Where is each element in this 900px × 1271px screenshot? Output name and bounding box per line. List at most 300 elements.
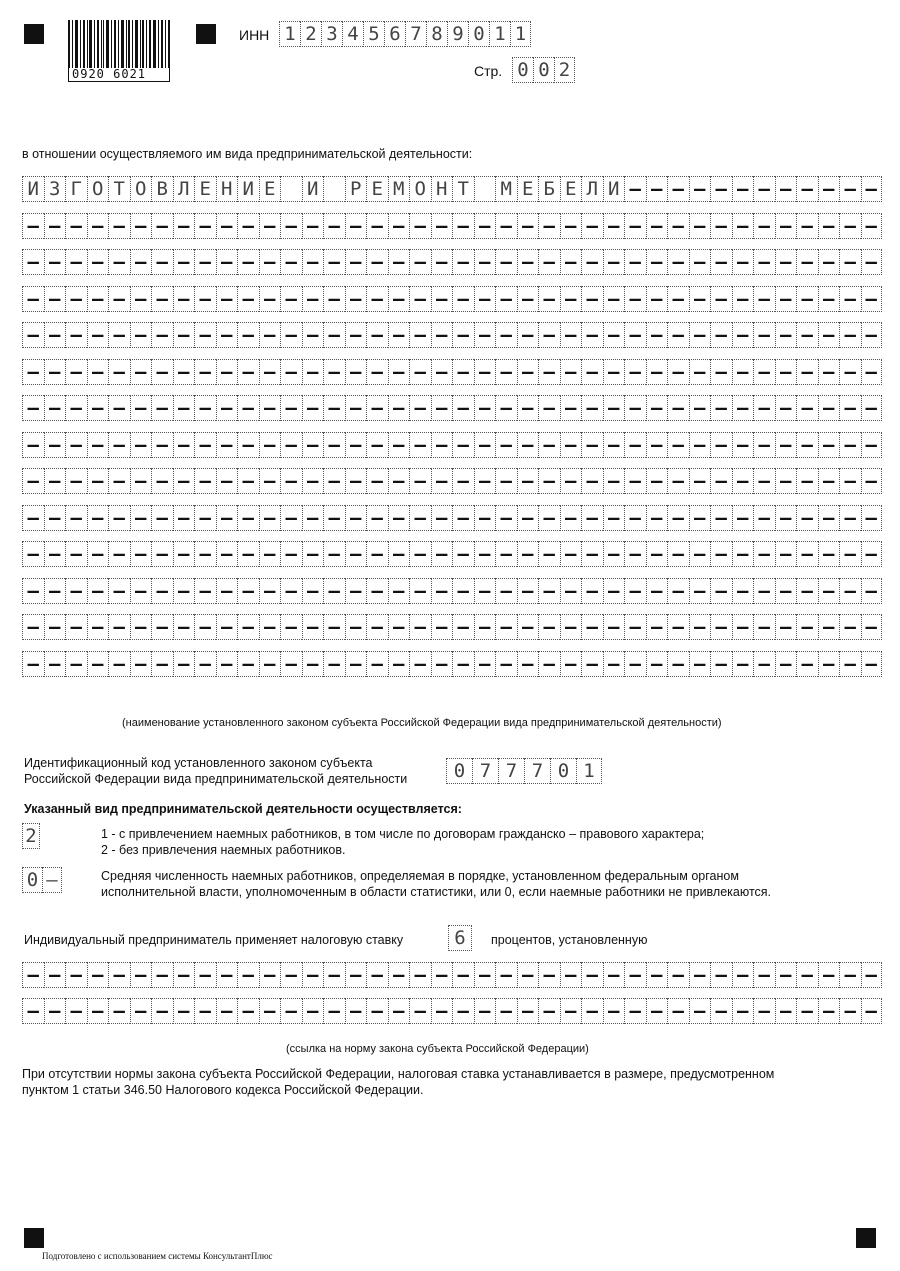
- grid-cell: –: [366, 213, 388, 239]
- grid-cell: Е: [259, 176, 281, 202]
- grid-cell: –: [775, 432, 797, 458]
- grid-cell: –: [667, 432, 689, 458]
- grid-cell: –: [237, 359, 259, 385]
- grid-cell: –: [194, 998, 216, 1024]
- grid-cell: –: [646, 395, 668, 421]
- grid-cell: Т: [452, 176, 474, 202]
- grid-cell: М: [495, 176, 517, 202]
- grid-cell: –: [151, 614, 173, 640]
- barcode-number: 0920 6021: [68, 67, 170, 82]
- grid-cell: –: [796, 213, 818, 239]
- grid-cell: –: [366, 578, 388, 604]
- grid-cell: –: [173, 998, 195, 1024]
- grid-cell: –: [87, 614, 109, 640]
- barcode-image: [68, 20, 170, 68]
- grid-cell: –: [603, 578, 625, 604]
- grid-cell: –: [667, 578, 689, 604]
- grid-cell: –: [409, 998, 431, 1024]
- grid-cell: –: [431, 578, 453, 604]
- grid-cell: –: [108, 395, 130, 421]
- grid-cell: –: [194, 322, 216, 348]
- grid-row[interactable]: [22, 249, 882, 275]
- grid-cell: –: [517, 541, 539, 567]
- grid-row[interactable]: [22, 322, 882, 348]
- grid-cell: –: [689, 432, 711, 458]
- grid-cell: –: [689, 249, 711, 275]
- digit-cell: 7: [472, 758, 498, 784]
- grid-cell: –: [237, 432, 259, 458]
- grid-cell: –: [323, 213, 345, 239]
- grid-row[interactable]: [22, 286, 882, 312]
- grid-cell: –: [44, 962, 66, 988]
- grid-cell: –: [44, 541, 66, 567]
- workers-heading: Указанный вид предпринимательской деятельности осуществляется:: [24, 802, 462, 816]
- digit-cell: 7: [405, 21, 426, 47]
- grid-cell: –: [345, 578, 367, 604]
- grid-cell: –: [194, 541, 216, 567]
- grid-cell: –: [581, 505, 603, 531]
- inn-field[interactable]: [279, 21, 531, 47]
- grid-cell: –: [796, 578, 818, 604]
- grid-cell: –: [388, 249, 410, 275]
- grid-cell: –: [560, 651, 582, 677]
- grid-cell: –: [388, 578, 410, 604]
- grid-cell: –: [560, 962, 582, 988]
- grid-cell: –: [796, 395, 818, 421]
- grid-cell: –: [237, 614, 259, 640]
- grid-cell: –: [839, 359, 861, 385]
- grid-cell: –: [646, 541, 668, 567]
- grid-row[interactable]: [22, 614, 882, 640]
- grid-cell: –: [151, 541, 173, 567]
- grid-cell: –: [237, 541, 259, 567]
- grid-cell: –: [194, 359, 216, 385]
- grid-cell: –: [861, 651, 883, 677]
- grid-cell: –: [431, 541, 453, 567]
- grid-cell: З: [44, 176, 66, 202]
- grid-cell: –: [775, 614, 797, 640]
- grid-cell: –: [796, 505, 818, 531]
- grid-cell: –: [517, 962, 539, 988]
- grid-cell: –: [710, 505, 732, 531]
- grid-cell: –: [495, 286, 517, 312]
- grid-cell: –: [194, 468, 216, 494]
- grid-cell: –: [667, 359, 689, 385]
- grid-cell: –: [388, 998, 410, 1024]
- workers-mode-field[interactable]: [22, 823, 40, 849]
- grid-cell: –: [108, 541, 130, 567]
- grid-cell: –: [753, 998, 775, 1024]
- grid-cell: –: [581, 359, 603, 385]
- grid-cell: –: [861, 249, 883, 275]
- grid-cell: –: [388, 541, 410, 567]
- grid-cell: –: [87, 505, 109, 531]
- grid-cell: –: [732, 249, 754, 275]
- grid-cell: –: [409, 213, 431, 239]
- grid-cell: –: [22, 249, 44, 275]
- grid-cell: –: [431, 614, 453, 640]
- grid-cell: –: [366, 395, 388, 421]
- grid-cell: –: [732, 322, 754, 348]
- grid-cell: –: [624, 322, 646, 348]
- grid-cell: –: [44, 286, 66, 312]
- grid-cell: –: [302, 962, 324, 988]
- grid-cell: –: [173, 286, 195, 312]
- grid-cell: –: [495, 578, 517, 604]
- grid-cell: –: [495, 505, 517, 531]
- grid-cell: –: [689, 651, 711, 677]
- grid-cell: –: [323, 998, 345, 1024]
- grid-cell: –: [517, 651, 539, 677]
- grid-row[interactable]: [22, 176, 882, 202]
- grid-cell: –: [280, 578, 302, 604]
- digit-cell: 2: [300, 21, 321, 47]
- grid-cell: –: [474, 359, 496, 385]
- grid-cell: –: [581, 614, 603, 640]
- grid-cell: –: [280, 541, 302, 567]
- grid-cell: –: [646, 249, 668, 275]
- grid-cell: –: [732, 395, 754, 421]
- grid-cell: –: [151, 505, 173, 531]
- grid-cell: –: [452, 541, 474, 567]
- grid-cell: –: [22, 541, 44, 567]
- grid-cell: –: [259, 998, 281, 1024]
- grid-cell: –: [22, 962, 44, 988]
- grid-cell: –: [323, 249, 345, 275]
- grid-cell: –: [667, 651, 689, 677]
- grid-cell: –: [818, 395, 840, 421]
- grid-cell: –: [861, 962, 883, 988]
- grid-cell: –: [581, 395, 603, 421]
- grid-cell: –: [409, 432, 431, 458]
- digit-cell: 3: [321, 21, 342, 47]
- grid-cell: –: [237, 249, 259, 275]
- grid-cell: –: [538, 322, 560, 348]
- grid-cell: –: [538, 651, 560, 677]
- grid-cell: –: [517, 286, 539, 312]
- grid-cell: –: [173, 578, 195, 604]
- grid-cell: –: [452, 578, 474, 604]
- grid-cell: –: [818, 359, 840, 385]
- grid-cell: –: [44, 395, 66, 421]
- grid-cell: –: [259, 395, 281, 421]
- grid-cell: –: [302, 541, 324, 567]
- grid-row[interactable]: [22, 432, 882, 458]
- grid-cell: –: [87, 249, 109, 275]
- grid-cell: –: [237, 468, 259, 494]
- grid-cell: –: [474, 286, 496, 312]
- grid-cell: –: [259, 468, 281, 494]
- grid-cell: –: [388, 286, 410, 312]
- workers-option-1: 1 - с привлечением наемных работников, в том числе по договорам гражданско – правового характера;: [101, 827, 705, 841]
- grid-cell: –: [302, 505, 324, 531]
- grid-cell: –: [861, 322, 883, 348]
- grid-cell: –: [517, 432, 539, 458]
- grid-cell: –: [624, 432, 646, 458]
- grid-cell: –: [538, 249, 560, 275]
- grid-cell: –: [538, 432, 560, 458]
- grid-cell: –: [194, 286, 216, 312]
- grid-cell: Е: [366, 176, 388, 202]
- grid-cell: –: [345, 395, 367, 421]
- activity-code-field[interactable]: [446, 758, 602, 784]
- grid-cell: –: [130, 468, 152, 494]
- grid-cell: –: [409, 468, 431, 494]
- grid-cell: –: [732, 359, 754, 385]
- grid-cell: –: [173, 468, 195, 494]
- grid-cell: –: [646, 322, 668, 348]
- registration-marker-bottom-right: [856, 1228, 876, 1248]
- grid-cell: –: [753, 395, 775, 421]
- grid-cell: –: [388, 614, 410, 640]
- grid-cell: –: [581, 468, 603, 494]
- grid-cell: –: [151, 998, 173, 1024]
- grid-cell: –: [710, 322, 732, 348]
- grid-cell: –: [173, 962, 195, 988]
- grid-cell: –: [839, 213, 861, 239]
- grid-cell: –: [22, 578, 44, 604]
- grid-cell: –: [560, 395, 582, 421]
- grid-row[interactable]: [22, 359, 882, 385]
- grid-cell: –: [216, 541, 238, 567]
- grid-cell: –: [603, 468, 625, 494]
- grid-cell: –: [65, 541, 87, 567]
- grid-cell: –: [753, 505, 775, 531]
- workers-count-field[interactable]: [22, 867, 62, 893]
- grid-cell: –: [646, 505, 668, 531]
- registration-marker-top-right: [196, 24, 216, 44]
- grid-cell: –: [624, 249, 646, 275]
- page-number-field[interactable]: [512, 57, 575, 83]
- grid-cell: –: [710, 578, 732, 604]
- grid-cell: –: [710, 286, 732, 312]
- grid-cell: –: [689, 998, 711, 1024]
- grid-cell: –: [388, 322, 410, 348]
- grid-cell: О: [409, 176, 431, 202]
- rate-note-line2: пунктом 1 статьи 346.50 Налогового кодекса Российской Федерации.: [22, 1083, 424, 1097]
- grid-cell: –: [130, 614, 152, 640]
- grid-cell: –: [388, 395, 410, 421]
- grid-cell: –: [130, 541, 152, 567]
- grid-cell: –: [151, 578, 173, 604]
- grid-row[interactable]: [22, 651, 882, 677]
- grid-cell: –: [216, 468, 238, 494]
- grid-cell: –: [646, 213, 668, 239]
- grid-cell: –: [302, 614, 324, 640]
- grid-cell: –: [65, 432, 87, 458]
- grid-cell: –: [495, 468, 517, 494]
- grid-cell: –: [452, 359, 474, 385]
- grid-cell: –: [560, 998, 582, 1024]
- grid-cell: –: [818, 651, 840, 677]
- grid-cell: –: [216, 651, 238, 677]
- grid-cell: –: [775, 578, 797, 604]
- grid-cell: –: [796, 541, 818, 567]
- grid-cell: –: [280, 286, 302, 312]
- grid-cell: –: [818, 541, 840, 567]
- digit-cell: 1: [279, 21, 300, 47]
- code-label-line2: Российской Федерации вида предпринимательской деятельности: [24, 772, 408, 786]
- digit-cell: 0: [550, 758, 576, 784]
- grid-cell: –: [839, 505, 861, 531]
- grid-cell: –: [22, 322, 44, 348]
- grid-cell: –: [216, 578, 238, 604]
- grid-cell: –: [517, 249, 539, 275]
- grid-row[interactable]: [22, 468, 882, 494]
- grid-cell: –: [345, 468, 367, 494]
- grid-cell: –: [753, 541, 775, 567]
- grid-cell: –: [108, 505, 130, 531]
- grid-cell: –: [667, 541, 689, 567]
- grid-cell: –: [108, 322, 130, 348]
- grid-cell: –: [173, 322, 195, 348]
- grid-cell: –: [388, 651, 410, 677]
- grid-cell: –: [65, 998, 87, 1024]
- grid-cell: –: [581, 249, 603, 275]
- grid-cell: –: [753, 359, 775, 385]
- grid-cell: –: [603, 249, 625, 275]
- grid-cell: –: [431, 213, 453, 239]
- grid-cell: –: [130, 322, 152, 348]
- grid-cell: –: [474, 651, 496, 677]
- grid-cell: –: [624, 962, 646, 988]
- grid-cell: –: [345, 213, 367, 239]
- grid-cell: –: [796, 176, 818, 202]
- grid-cell: –: [366, 505, 388, 531]
- grid-cell: –: [22, 286, 44, 312]
- grid-cell: –: [87, 213, 109, 239]
- grid-cell: [280, 176, 302, 202]
- grid-cell: –: [151, 213, 173, 239]
- grid-cell: –: [495, 962, 517, 988]
- grid-cell: –: [345, 249, 367, 275]
- grid-cell: –: [538, 359, 560, 385]
- grid-cell: –: [452, 249, 474, 275]
- grid-cell: –: [409, 286, 431, 312]
- grid-cell: –: [538, 541, 560, 567]
- grid-row[interactable]: [22, 962, 882, 988]
- grid-cell: –: [173, 541, 195, 567]
- grid-cell: –: [302, 359, 324, 385]
- grid-cell: –: [151, 651, 173, 677]
- grid-cell: –: [818, 578, 840, 604]
- grid-row[interactable]: [22, 395, 882, 421]
- grid-cell: –: [646, 468, 668, 494]
- grid-cell: –: [603, 541, 625, 567]
- grid-cell: –: [624, 176, 646, 202]
- grid-cell: –: [302, 578, 324, 604]
- grid-cell: –: [22, 651, 44, 677]
- grid-cell: –: [302, 249, 324, 275]
- grid-cell: –: [560, 322, 582, 348]
- grid-cell: –: [646, 962, 668, 988]
- grid-cell: И: [302, 176, 324, 202]
- grid-cell: –: [237, 322, 259, 348]
- grid-cell: –: [431, 395, 453, 421]
- grid-cell: –: [366, 286, 388, 312]
- grid-cell: –: [624, 213, 646, 239]
- grid-cell: –: [710, 213, 732, 239]
- grid-cell: –: [108, 468, 130, 494]
- grid-cell: –: [345, 962, 367, 988]
- grid-cell: –: [818, 286, 840, 312]
- grid-cell: –: [237, 286, 259, 312]
- grid-cell: –: [108, 213, 130, 239]
- grid-cell: И: [603, 176, 625, 202]
- grid-cell: –: [495, 614, 517, 640]
- grid-cell: –: [409, 505, 431, 531]
- grid-cell: –: [560, 468, 582, 494]
- grid-cell: –: [216, 614, 238, 640]
- tax-rate-field[interactable]: [448, 925, 472, 951]
- grid-row[interactable]: [22, 578, 882, 604]
- grid-cell: –: [44, 359, 66, 385]
- grid-row[interactable]: [22, 541, 882, 567]
- grid-cell: –: [87, 322, 109, 348]
- grid-cell: –: [151, 249, 173, 275]
- grid-cell: –: [560, 614, 582, 640]
- grid-cell: –: [689, 395, 711, 421]
- grid-cell: –: [517, 998, 539, 1024]
- grid-cell: –: [689, 322, 711, 348]
- grid-cell: –: [560, 286, 582, 312]
- grid-row[interactable]: [22, 998, 882, 1024]
- grid-cell: –: [775, 998, 797, 1024]
- grid-cell: –: [216, 505, 238, 531]
- rate-suffix: процентов, установленную: [491, 933, 648, 947]
- grid-cell: –: [366, 359, 388, 385]
- grid-cell: –: [796, 249, 818, 275]
- grid-cell: –: [151, 286, 173, 312]
- grid-cell: –: [538, 998, 560, 1024]
- grid-cell: –: [431, 432, 453, 458]
- digit-cell: 0: [512, 57, 533, 83]
- grid-cell: –: [667, 249, 689, 275]
- grid-cell: –: [495, 432, 517, 458]
- grid-cell: –: [409, 651, 431, 677]
- grid-cell: –: [818, 322, 840, 348]
- grid-cell: Р: [345, 176, 367, 202]
- grid-cell: –: [796, 998, 818, 1024]
- grid-cell: –: [667, 176, 689, 202]
- grid-cell: –: [624, 998, 646, 1024]
- grid-cell: –: [861, 541, 883, 567]
- grid-cell: –: [259, 432, 281, 458]
- grid-cell: –: [280, 249, 302, 275]
- page-label: Стр.: [474, 63, 503, 79]
- digit-cell: 5: [363, 21, 384, 47]
- digit-cell: 7: [498, 758, 524, 784]
- grid-cell: –: [861, 468, 883, 494]
- grid-cell: –: [409, 541, 431, 567]
- grid-cell: –: [44, 651, 66, 677]
- grid-cell: –: [624, 395, 646, 421]
- grid-cell: –: [667, 286, 689, 312]
- grid-cell: –: [237, 998, 259, 1024]
- grid-row[interactable]: [22, 505, 882, 531]
- grid-cell: –: [495, 998, 517, 1024]
- grid-cell: –: [667, 395, 689, 421]
- grid-cell: –: [173, 614, 195, 640]
- digit-cell: 6: [384, 21, 405, 47]
- grid-cell: –: [44, 213, 66, 239]
- grid-row[interactable]: [22, 213, 882, 239]
- grid-cell: –: [366, 651, 388, 677]
- grid-cell: –: [280, 505, 302, 531]
- grid-cell: –: [775, 322, 797, 348]
- grid-cell: –: [409, 614, 431, 640]
- grid-cell: –: [280, 213, 302, 239]
